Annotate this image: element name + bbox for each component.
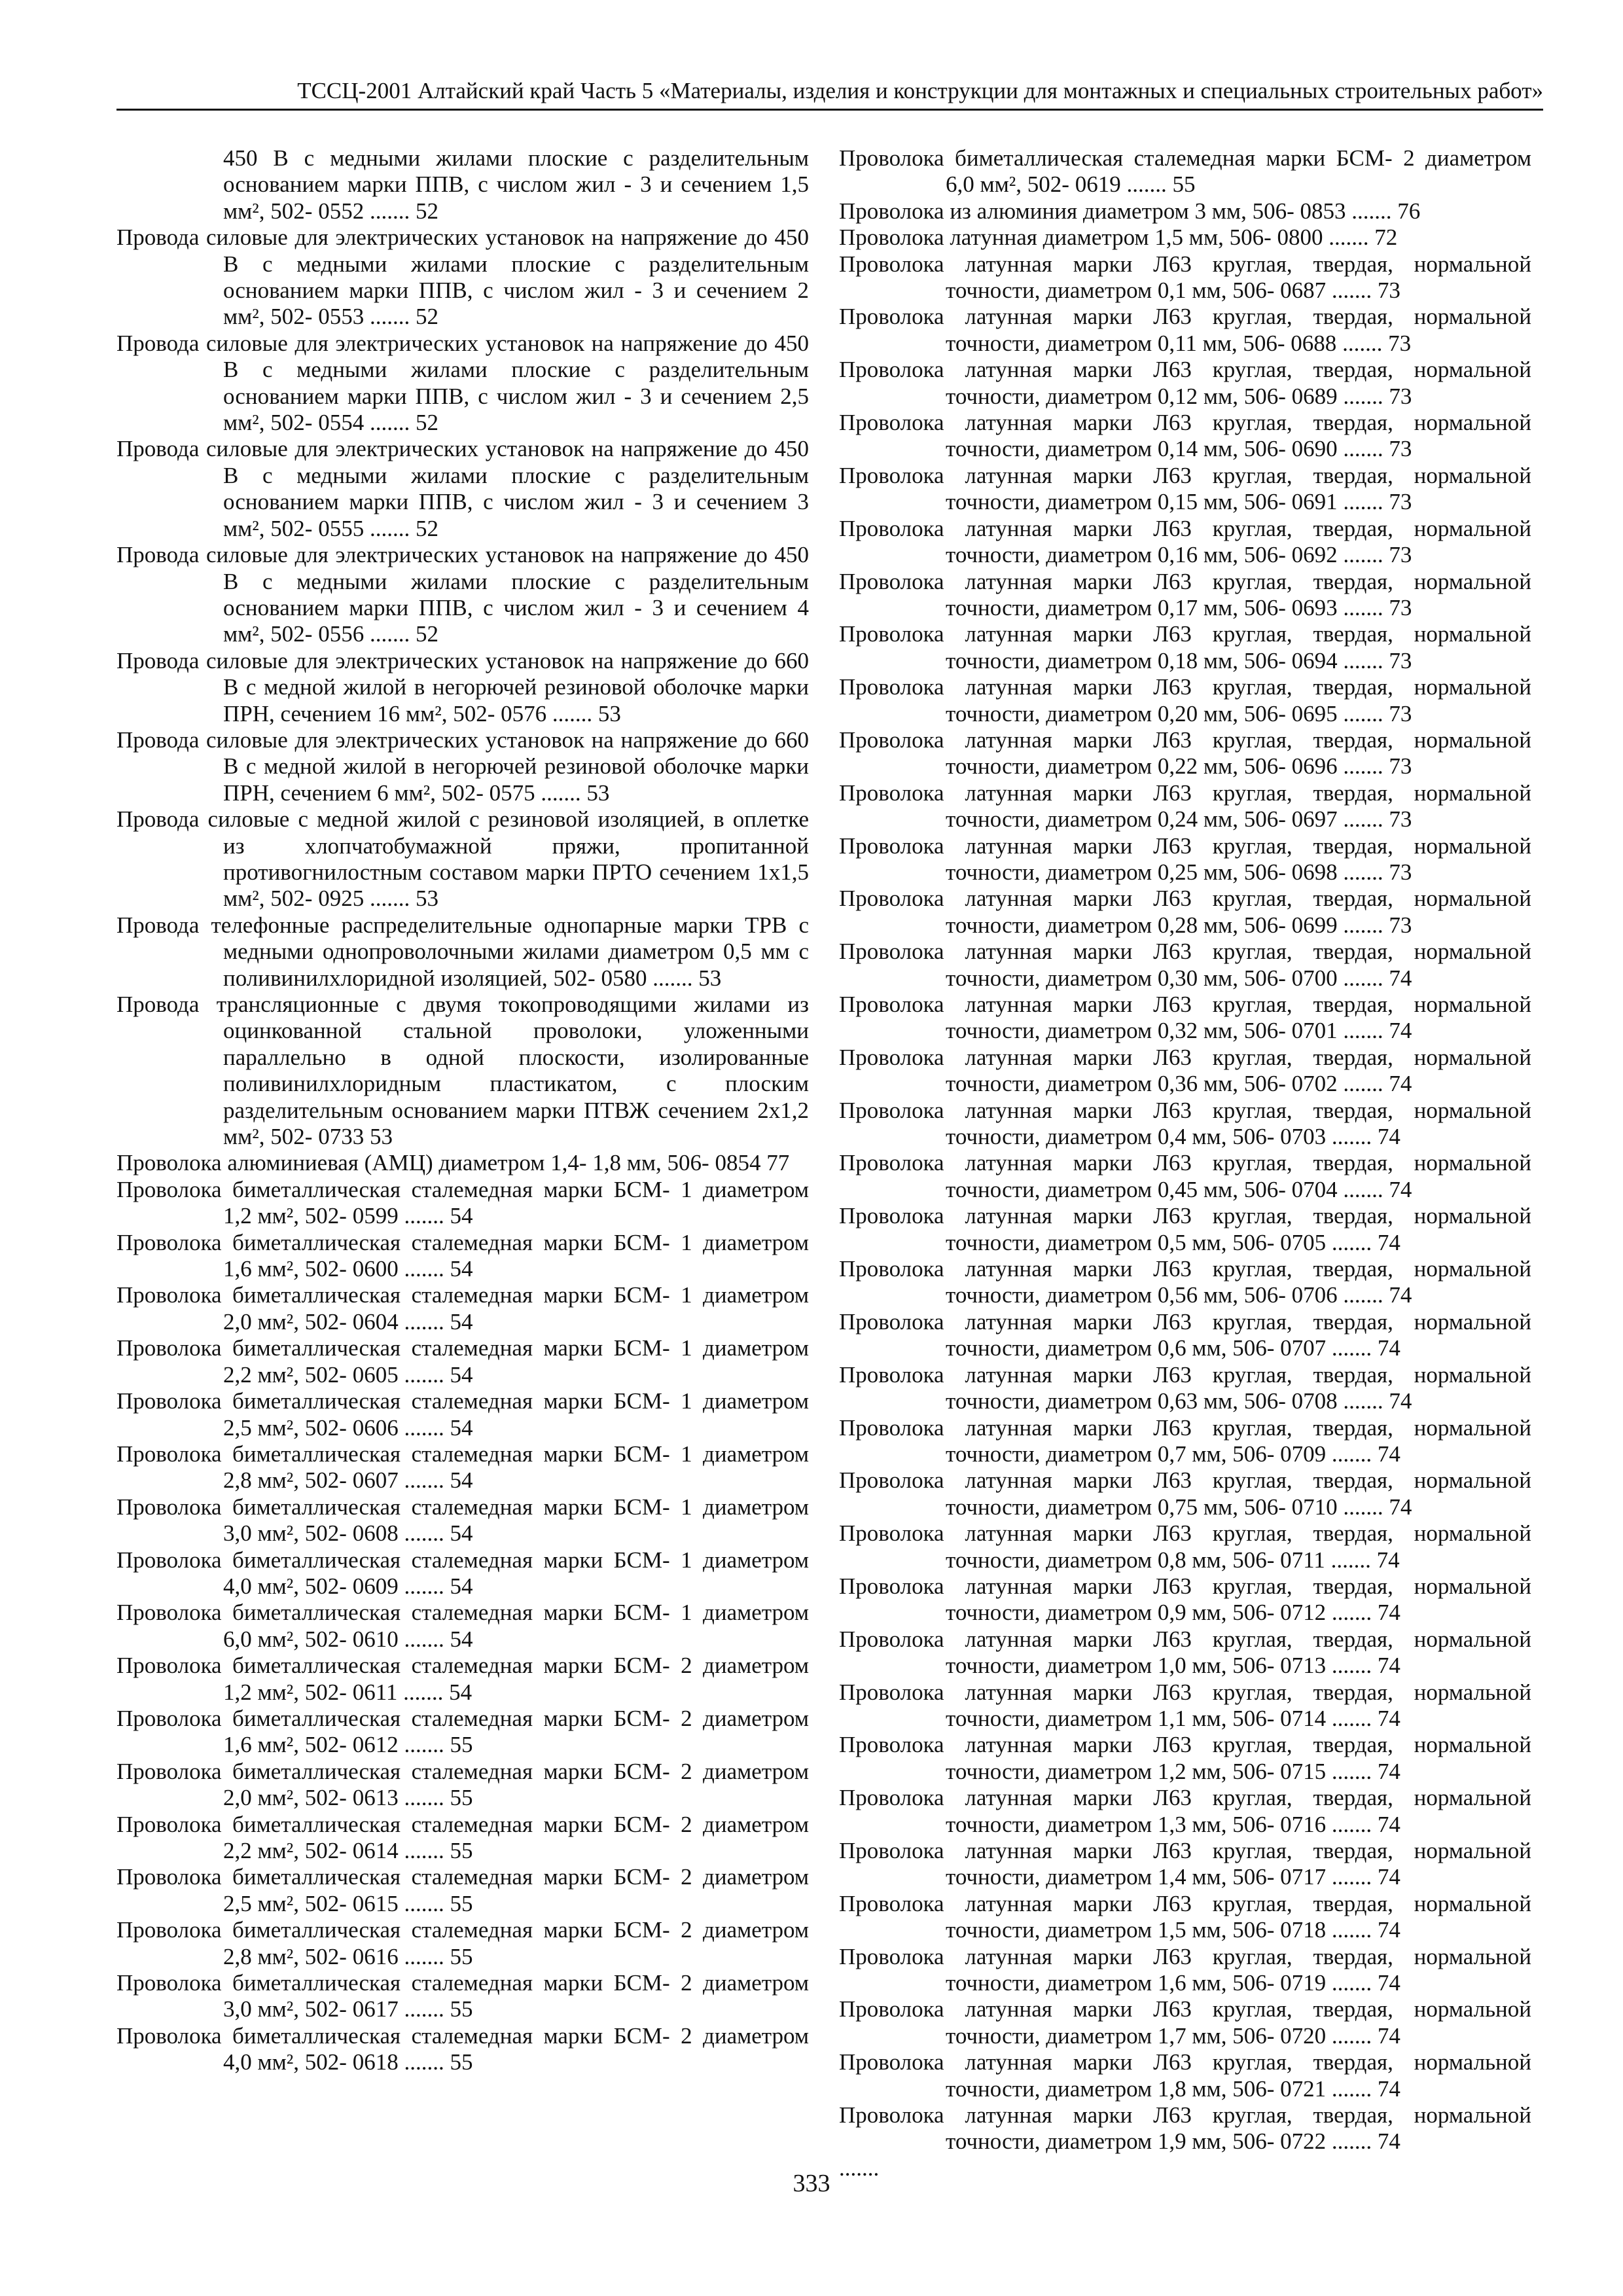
index-entry bbox=[839, 1203, 1531, 1256]
index-entry-text: Проволока латунная марки Л63 круглая, твердая, нормальной точности, диаметром 0,20 мм, 506- 0695 bbox=[839, 674, 1531, 726]
index-entry-page: 54 bbox=[450, 1308, 473, 1335]
dot-leader: ....... bbox=[369, 621, 410, 647]
index-entry bbox=[839, 1626, 1531, 1679]
index-entry bbox=[116, 1230, 809, 1283]
dot-leader: ....... bbox=[1343, 489, 1383, 515]
dot-leader: ....... bbox=[1343, 753, 1383, 780]
index-entry-page: 73 bbox=[1389, 594, 1412, 620]
dot-leader: ....... bbox=[404, 1203, 444, 1229]
dot-leader: ....... bbox=[404, 1732, 444, 1758]
dot-leader: ....... bbox=[1343, 383, 1383, 409]
index-entry-page: 55 bbox=[450, 1785, 473, 1811]
dot-leader: ....... bbox=[404, 1996, 444, 2022]
dot-leader: ....... bbox=[1343, 1494, 1383, 1520]
index-entry-text: Проволока биметаллическая сталемедная марки БСМ- 1 диаметром 2,5 мм², 502- 0606 bbox=[116, 1388, 809, 1441]
index-entry bbox=[839, 1309, 1531, 1362]
index-entry-page: 74 bbox=[1377, 2075, 1400, 2102]
index-entry-page: 74 bbox=[1389, 1018, 1412, 1044]
dot-leader: ....... bbox=[1343, 912, 1383, 938]
index-entry-page: 54 bbox=[449, 1679, 473, 1705]
index-entry-text: Проволока биметаллическая сталемедная марки БСМ- 1 диаметром 3,0 мм², 502- 0608 bbox=[116, 1494, 809, 1547]
dot-leader: ....... bbox=[1331, 1758, 1372, 1784]
index-entry bbox=[839, 1520, 1531, 1573]
index-entry-text: Проволока латунная марки Л63 круглая, твердая, нормальной точности, диаметром 0,45 мм, 506- 0704 bbox=[839, 1150, 1531, 1202]
index-entry-page: 55 bbox=[450, 1838, 473, 1863]
index-entry bbox=[839, 833, 1531, 886]
index-entry-page: 54 bbox=[450, 1520, 473, 1547]
index-entry-page: 54 bbox=[450, 1626, 473, 1652]
dot-leader: ....... bbox=[404, 1785, 444, 1811]
index-entry-text: Проволока биметаллическая сталемедная марки БСМ- 2 диаметром 1,6 мм², 502- 0612 bbox=[116, 1705, 809, 1758]
index-entry-page: 74 bbox=[1389, 965, 1412, 991]
dot-leader: ....... bbox=[1343, 436, 1383, 462]
index-entry bbox=[839, 1045, 1531, 1098]
index-entry-text: Проволока латунная марки Л63 круглая, твердая, нормальной точности, диаметром 1,5 мм, 506- 0718 bbox=[839, 1890, 1531, 1943]
index-entry-text: Проволока латунная марки Л63 круглая, твердая, нормальной точности, диаметром 1,6 мм, 506- 0719 bbox=[839, 1943, 1531, 1996]
dot-leader: ....... bbox=[404, 1414, 444, 1441]
index-entry bbox=[116, 145, 809, 224]
dot-leader: ....... bbox=[404, 1308, 444, 1335]
index-entry-page: 53 bbox=[415, 886, 438, 912]
dot-leader: ....... bbox=[1331, 1335, 1372, 1361]
index-column-left bbox=[116, 145, 809, 2076]
index-entry bbox=[116, 992, 809, 1150]
index-entry-text: Проволока биметаллическая сталемедная марки БСМ- 2 диаметром 2,5 мм², 502- 0615 bbox=[116, 1864, 809, 1916]
dot-leader: ....... bbox=[1343, 1282, 1383, 1308]
index-entry bbox=[839, 1150, 1531, 1203]
index-entry bbox=[116, 1335, 809, 1388]
index-entry-text: Проволока биметаллическая сталемедная марки БСМ- 2 диаметром 4,0 мм², 502- 0618 bbox=[116, 2022, 809, 2075]
running-header bbox=[116, 77, 1543, 111]
index-entry-page: 55 bbox=[450, 1943, 473, 1969]
index-entry-page: 74 bbox=[1377, 1758, 1400, 1784]
dot-leader: ....... bbox=[1343, 1018, 1383, 1044]
index-entry-page: 52 bbox=[415, 515, 438, 541]
index-entry-text: Проволока биметаллическая сталемедная марки БСМ- 1 диаметром 2,2 мм², 502- 0605 bbox=[116, 1335, 809, 1388]
index-entry-text: Проволока биметаллическая сталемедная марки БСМ- 2 диаметром 6,0 мм², 502- 0619 bbox=[839, 145, 1531, 198]
index-entry-page: 55 bbox=[1172, 171, 1196, 198]
index-entry-page: 55 bbox=[450, 1732, 473, 1758]
index-entry-page: 73 bbox=[1389, 912, 1412, 938]
index-entry bbox=[839, 516, 1531, 569]
index-entry-page: 73 bbox=[1377, 278, 1400, 304]
dot-leader: ....... bbox=[1331, 1864, 1372, 1890]
index-entry-page: 74 bbox=[1389, 1494, 1412, 1520]
index-entry-page: 54 bbox=[450, 1573, 473, 1599]
index-entry bbox=[116, 331, 809, 437]
index-entry bbox=[839, 1256, 1531, 1309]
index-entry-text: Проволока латунная марки Л63 круглая, твердая, нормальной точности, диаметром 0,28 мм, 506- 0699 bbox=[839, 886, 1531, 938]
index-entry-text: Проволока биметаллическая сталемедная марки БСМ- 1 диаметром 2,8 мм², 502- 0607 bbox=[116, 1441, 809, 1494]
index-entry bbox=[116, 806, 809, 912]
dot-leader: ....... bbox=[1351, 198, 1392, 224]
index-entry bbox=[116, 1653, 809, 1706]
index-entry bbox=[839, 1098, 1531, 1151]
index-entry-page: 73 bbox=[1388, 330, 1412, 356]
index-entry-text: Проволока из алюминия диаметром 3 мм, 506- 0853 bbox=[839, 198, 1346, 224]
dot-leader: ....... bbox=[1343, 594, 1383, 620]
index-entry bbox=[116, 1282, 809, 1335]
index-entry-page: 74 bbox=[1377, 1124, 1400, 1150]
index-entry-text: Проволока латунная марки Л63 круглая, твердая, нормальной точности, диаметром 0,4 мм, 506- 0703 bbox=[839, 1097, 1531, 1150]
dot-leader: ....... bbox=[1343, 965, 1383, 991]
index-entry-page: 74 bbox=[1377, 1917, 1400, 1943]
index-entry bbox=[839, 1573, 1531, 1626]
index-entry-text: Проволока биметаллическая сталемедная марки БСМ- 1 диаметром 2,0 мм², 502- 0604 bbox=[116, 1282, 809, 1335]
dot-leader: ....... bbox=[1331, 1653, 1372, 1679]
index-entry bbox=[839, 1415, 1531, 1468]
index-entry-text: Проволока латунная марки Л63 круглая, твердая, нормальной точности, диаметром 0,22 мм, 506- 0696 bbox=[839, 726, 1531, 780]
index-entry-page: 74 bbox=[1377, 1811, 1400, 1837]
index-entry-page: 54 bbox=[450, 1361, 473, 1388]
dot-leader: ....... bbox=[404, 2049, 444, 2075]
index-entry bbox=[116, 436, 809, 542]
index-entry-page: 55 bbox=[450, 2049, 473, 2075]
index-entry-page: 54 bbox=[450, 1414, 473, 1441]
index-entry-text: Проволока латунная марки Л63 круглая, твердая, нормальной точности, диаметром 0,11 мм, 506- 0688 bbox=[839, 304, 1531, 356]
index-entry-page: 55 bbox=[450, 1890, 473, 1916]
index-entry bbox=[839, 1891, 1531, 1944]
page-number bbox=[0, 2169, 1623, 2198]
index-entry-page: 52 bbox=[415, 410, 438, 436]
dot-leader: ....... bbox=[839, 2155, 880, 2181]
index-entry bbox=[839, 410, 1531, 463]
index-entry bbox=[116, 1177, 809, 1230]
index-entry-text: Проволока латунная марки Л63 круглая, твердая, нормальной точности, диаметром 0,32 мм, 506- 0701 bbox=[839, 992, 1531, 1044]
index-entry bbox=[839, 1996, 1531, 2049]
index-entry-text: Проволока латунная марки Л63 круглая, твердая, нормальной точности, диаметром 0,8 мм, 506- 0711 bbox=[839, 1520, 1531, 1573]
dot-leader: ....... bbox=[1331, 1811, 1372, 1837]
dot-leader: ....... bbox=[1331, 2128, 1372, 2155]
index-entry-text: Проволока латунная марки Л63 круглая, твердая, нормальной точности, диаметром 0,36 мм, 506- 0702 bbox=[839, 1044, 1531, 1097]
dot-leader: ....... bbox=[1331, 278, 1372, 304]
index-entry-page: 73 bbox=[1389, 542, 1412, 568]
index-entry bbox=[839, 1944, 1531, 1997]
index-entry-page: 74 bbox=[1389, 1282, 1412, 1308]
index-entry-page: 73 bbox=[1389, 806, 1412, 833]
dot-leader: ....... bbox=[1343, 700, 1383, 726]
index-entry-page: 54 bbox=[450, 1467, 473, 1494]
index-entry bbox=[839, 357, 1531, 410]
index-entry-page: 72 bbox=[1374, 224, 1398, 251]
index-entry-page: 74 bbox=[1377, 2022, 1400, 2049]
page-number-value: 333 bbox=[793, 2170, 830, 2197]
index-entry-text: Проволока латунная марки Л63 круглая, твердая, нормальной точности, диаметром 0,75 мм, 506- 0710 bbox=[839, 1467, 1531, 1520]
dot-leader: ....... bbox=[403, 1679, 444, 1705]
dot-leader: ....... bbox=[1331, 1124, 1372, 1150]
index-entry-text: Проволока латунная марки Л63 круглая, твердая, нормальной точности, диаметром 0,56 мм, 506- 0706 bbox=[839, 1256, 1531, 1308]
index-entry-text: Провода трансляционные с двумя токопроводящими жилами из оцинкованной стальной проволоки, уложенными параллельно в одной плоскости, изолированные поливинилхлоридным пластикатом, с плоским разделительным основанием марки ПТВЖ сечением 2х1,2 мм², 502- 0733 53 bbox=[116, 992, 809, 1150]
index-entry-page: 73 bbox=[1389, 647, 1412, 673]
index-entry bbox=[839, 1679, 1531, 1732]
index-entry-page: 74 bbox=[1377, 1600, 1400, 1626]
index-entry bbox=[116, 1970, 809, 2023]
index-entry-text: Проволока биметаллическая сталемедная марки БСМ- 2 диаметром 2,0 мм², 502- 0613 bbox=[116, 1758, 809, 1811]
index-entry-text: Проволока латунная марки Л63 круглая, твердая, нормальной точности, диаметром 0,5 мм, 506- 0705 bbox=[839, 1203, 1531, 1255]
index-entry bbox=[839, 198, 1531, 224]
index-entry bbox=[839, 780, 1531, 833]
index-entry-page: 54 bbox=[450, 1203, 473, 1229]
dot-leader: ....... bbox=[1343, 1071, 1383, 1097]
index-entry-page: 55 bbox=[450, 1996, 473, 2022]
index-entry-page: 53 bbox=[597, 700, 621, 726]
index-entry-page: 54 bbox=[450, 1256, 473, 1282]
index-entry bbox=[839, 1785, 1531, 1838]
dot-leader: ....... bbox=[1343, 1176, 1383, 1202]
dot-leader: ....... bbox=[404, 1890, 444, 1916]
index-entry-text: Проволока латунная марки Л63 круглая, твердая, нормальной точности, диаметром 0,63 мм, 506- 0708 bbox=[839, 1361, 1531, 1414]
index-entry bbox=[116, 2023, 809, 2076]
index-entry-text: Проволока латунная марки Л63 круглая, твердая, нормальной точности, диаметром 0,14 мм, 506- 0690 bbox=[839, 410, 1531, 462]
index-entry bbox=[839, 621, 1531, 674]
dot-leader: ....... bbox=[404, 1573, 444, 1599]
dot-leader: ....... bbox=[1331, 1441, 1372, 1467]
index-entry-text: Проволока биметаллическая сталемедная марки БСМ- 1 диаметром 6,0 мм², 502- 0610 bbox=[116, 1600, 809, 1652]
dot-leader: ....... bbox=[369, 198, 410, 224]
index-entry-page: 74 bbox=[1377, 1653, 1400, 1679]
index-entry bbox=[839, 2049, 1531, 2102]
index-entry-text: Проволока латунная марки Л63 круглая, твердая, нормальной точности, диаметром 0,1 мм, 506- 0687 bbox=[839, 251, 1531, 304]
dot-leader: ....... bbox=[404, 1838, 444, 1863]
index-entry-text: Провода силовые для электрических установок на напряжение до 660 В с медной жилой в негорючей резиновой оболочке марки ПРН, сечением 6 мм², 502- 0575 bbox=[116, 726, 809, 806]
index-entry-text: Проволока латунная марки Л63 круглая, твердая, нормальной точности, диаметром 0,18 мм, 506- 0694 bbox=[839, 621, 1531, 673]
dot-leader: ....... bbox=[1331, 2075, 1372, 2102]
index-entry bbox=[116, 542, 809, 648]
dot-leader: ....... bbox=[1126, 171, 1167, 198]
index-entry-text: Провода силовые для электрических установок на напряжение до 450 В с медными жилами плоские с разделительным основанием марки ППВ, с числом жил - 3 и сечением 2 мм², 502- 0553 bbox=[116, 224, 809, 330]
index-entry bbox=[839, 727, 1531, 780]
index-entry-page: 76 bbox=[1397, 198, 1421, 224]
index-entry bbox=[839, 2102, 1531, 2155]
dot-leader: ....... bbox=[552, 700, 593, 726]
index-entry-page: 74 bbox=[1377, 1705, 1400, 1731]
index-entry-page: 52 bbox=[415, 621, 438, 647]
index-entry-text: Провода силовые для электрических установок на напряжение до 450 В с медными жилами плоские с разделительным основанием марки ППВ, с числом жил - 3 и сечением 3 мм², 502- 0555 bbox=[116, 436, 809, 541]
dot-leader: ....... bbox=[1343, 542, 1383, 568]
index-entry-page: 74 bbox=[1389, 1388, 1412, 1414]
dot-leader: ....... bbox=[404, 1626, 444, 1652]
running-header-title: ТССЦ-2001 Алтайский край Часть 5 «Материалы, изделия и конструкции для монтажных и специальных строительных работ» bbox=[297, 78, 1543, 103]
index-entry-text: Провода силовые для электрических установок на напряжение до 450 В с медными жилами плоские с разделительным основанием марки ППВ, с числом жил - 3 и сечением 4 мм², 502- 0556 bbox=[116, 542, 809, 647]
index-entry-text: Проволока латунная марки Л63 круглая, твердая, нормальной точности, диаметром 0,12 мм, 506- 0689 bbox=[839, 357, 1531, 409]
dot-leader: ....... bbox=[1343, 859, 1383, 885]
index-entry-text: Проволока латунная марки Л63 круглая, твердая, нормальной точности, диаметром 0,15 мм, 506- 0691 bbox=[839, 462, 1531, 515]
index-entry bbox=[839, 569, 1531, 622]
index-entry-page: 74 bbox=[1377, 1864, 1400, 1890]
index-entry-text: Проволока латунная марки Л63 круглая, твердая, нормальной точности, диаметром 1,4 мм, 506- 0717 bbox=[839, 1838, 1531, 1890]
index-entry-text: Проволока биметаллическая сталемедная марки БСМ- 2 диаметром 2,8 мм², 502- 0616 bbox=[116, 1917, 809, 1969]
index-entry-text: Проволока биметаллическая сталемедная марки БСМ- 2 диаметром 1,2 мм², 502- 0611 bbox=[116, 1653, 809, 1705]
index-entry-page: 74 bbox=[1377, 1335, 1400, 1361]
index-entry-text: Проволока алюминиевая (АМЦ) диаметром 1,4- 1,8 мм, 506- 0854 77 bbox=[116, 1150, 790, 1176]
dot-leader: ....... bbox=[1331, 1970, 1372, 1996]
index-entry bbox=[839, 224, 1531, 251]
dot-leader: ....... bbox=[404, 1520, 444, 1547]
index-entry-text: Проволока латунная марки Л63 круглая, твердая, нормальной точности, диаметром 0,25 мм, 506- 0698 bbox=[839, 833, 1531, 885]
index-entry-text: Проволока латунная диаметром 1,5 мм, 506- 0800 bbox=[839, 224, 1323, 251]
index-entry bbox=[116, 1600, 809, 1653]
index-entry bbox=[116, 727, 809, 806]
index-entry bbox=[839, 674, 1531, 727]
dot-leader: ....... bbox=[404, 1256, 444, 1282]
index-entry bbox=[116, 1441, 809, 1494]
index-entry-page: 73 bbox=[1389, 859, 1412, 885]
index-entry bbox=[839, 1732, 1531, 1785]
index-entry-text: Проволока биметаллическая сталемедная марки БСМ- 2 диаметром 3,0 мм², 502- 0617 bbox=[116, 1970, 809, 2022]
index-entry-text: Проволока латунная марки Л63 круглая, твердая, нормальной точности, диаметром 1,0 мм, 506- 0713 bbox=[839, 1626, 1531, 1679]
index-entry-text: Проволока биметаллическая сталемедная марки БСМ- 2 диаметром 2,2 мм², 502- 0614 bbox=[116, 1811, 809, 1863]
index-entry-text: Проволока биметаллическая сталемедная марки БСМ- 1 диаметром 1,2 мм², 502- 0599 bbox=[116, 1176, 809, 1229]
index-entry-text: Проволока латунная марки Л63 круглая, твердая, нормальной точности, диаметром 0,16 мм, 506- 0692 bbox=[839, 515, 1531, 568]
dot-leader: ....... bbox=[1343, 647, 1383, 673]
index-entry-text: Проволока латунная марки Л63 круглая, твердая, нормальной точности, диаметром 0,6 мм, 506- 0707 bbox=[839, 1308, 1531, 1361]
index-entry bbox=[116, 1706, 809, 1759]
index-entry-page: 74 bbox=[1389, 1176, 1412, 1202]
index-entry-text: Проволока биметаллическая сталемедная марки БСМ- 1 диаметром 4,0 мм², 502- 0609 bbox=[116, 1547, 809, 1599]
dot-leader: ....... bbox=[652, 965, 693, 991]
index-entry-text: Провода силовые с медной жилой с резиновой изоляцией, в оплетке из хлопчатобумажной пряжи, пропитанной противогнилостным составом марки ПРТО сечением 1х1,5 мм², 502- 0925 bbox=[116, 806, 809, 912]
index-entry-text: Провода силовые для электрических установок на напряжение до 450 В с медными жилами плоские с разделительным основанием марки ППВ, с числом жил - 3 и сечением 2,5 мм², 502- 0554 bbox=[116, 330, 809, 436]
dot-leader: ....... bbox=[369, 304, 410, 330]
index-entry-text: Проволока латунная марки Л63 круглая, твердая, нормальной точности, диаметром 1,8 мм, 506- 0721 bbox=[839, 2049, 1531, 2102]
index-entry-text: Проволока латунная марки Л63 круглая, твердая, нормальной точности, диаметром 0,7 мм, 506- 0709 bbox=[839, 1414, 1531, 1467]
index-entry-text: Проволока латунная марки Л63 круглая, твердая, нормальной точности, диаметром 1,3 мм, 506- 0716 bbox=[839, 1785, 1531, 1837]
dot-leader: ....... bbox=[369, 410, 410, 436]
index-entry-text: Провода силовые для электрических установок на напряжение до 660 В с медной жилой в негорючей резиновой оболочке марки ПРН, сечением 16 мм², 502- 0576 bbox=[116, 647, 809, 726]
index-entry bbox=[116, 1547, 809, 1600]
dot-leader: ....... bbox=[1331, 2022, 1372, 2049]
index-entry-page: 73 bbox=[1389, 489, 1412, 515]
index-entry-text: Проволока латунная марки Л63 круглая, твердая, нормальной точности, диаметром 1,2 мм, 506- 0715 bbox=[839, 1732, 1531, 1784]
index-entry-text: Проволока латунная марки Л63 круглая, твердая, нормальной точности, диаметром 1,1 мм, 506- 0714 bbox=[839, 1679, 1531, 1731]
index-entry bbox=[839, 1467, 1531, 1520]
dot-leader: ....... bbox=[541, 780, 581, 806]
dot-leader: ....... bbox=[1329, 224, 1369, 251]
index-entry-page: 74 bbox=[1389, 1071, 1412, 1097]
index-entry bbox=[839, 1838, 1531, 1891]
dot-leader: ....... bbox=[369, 515, 410, 541]
dot-leader: ....... bbox=[404, 1943, 444, 1969]
index-entry bbox=[839, 886, 1531, 939]
dot-leader: ....... bbox=[1331, 1229, 1372, 1255]
index-entry-page: 53 bbox=[586, 780, 610, 806]
dot-leader: ....... bbox=[369, 886, 410, 912]
index-entry-page: 52 bbox=[415, 198, 438, 224]
index-entry bbox=[116, 1388, 809, 1441]
index-entry bbox=[116, 1150, 809, 1176]
index-entry bbox=[839, 463, 1531, 516]
dot-leader: ....... bbox=[1331, 1917, 1372, 1943]
index-entry-text: Проволока латунная марки Л63 круглая, твердая, нормальной точности, диаметром 1,9 мм, 506- 0722 bbox=[839, 2102, 1531, 2155]
index-entry-page: 53 bbox=[698, 965, 722, 991]
index-entry-text: 450 В с медными жилами плоские с разделительным основанием марки ППВ, с числом жил - 3 и сечением 1,5 мм², 502- 0552 bbox=[223, 145, 809, 224]
index-entry bbox=[839, 992, 1531, 1045]
index-entry-page: 74 bbox=[1377, 1229, 1400, 1255]
index-column-right bbox=[839, 145, 1531, 2181]
index-entry bbox=[116, 1759, 809, 1812]
index-entry-page: 74 bbox=[1377, 1441, 1400, 1467]
index-entry-text: Проволока латунная марки Л63 круглая, твердая, нормальной точности, диаметром 0,30 мм, 506- 0700 bbox=[839, 939, 1531, 991]
index-entry bbox=[116, 912, 809, 992]
index-entry bbox=[839, 1362, 1531, 1415]
index-entry-page: 73 bbox=[1389, 753, 1412, 780]
index-entry-page: 73 bbox=[1389, 383, 1412, 409]
index-entry-text: Проволока латунная марки Л63 круглая, твердая, нормальной точности, диаметром 0,17 мм, 506- 0693 bbox=[839, 568, 1531, 620]
index-entry bbox=[116, 648, 809, 727]
index-entry bbox=[116, 1812, 809, 1865]
index-entry-text: Проволока латунная марки Л63 круглая, твердая, нормальной точности, диаметром 0,24 мм, 506- 0697 bbox=[839, 780, 1531, 833]
index-entry bbox=[839, 251, 1531, 304]
index-entry-page: 73 bbox=[1389, 700, 1412, 726]
index-entry bbox=[839, 939, 1531, 992]
dot-leader: ....... bbox=[1343, 1388, 1383, 1414]
index-entry bbox=[116, 1917, 809, 1970]
index-entry bbox=[839, 145, 1531, 198]
dot-leader: ....... bbox=[1343, 806, 1383, 833]
dot-leader: ....... bbox=[404, 1467, 444, 1494]
index-entry bbox=[116, 1494, 809, 1547]
index-entry bbox=[116, 224, 809, 331]
index-entry-page: 74 bbox=[1376, 1547, 1400, 1573]
index-entry-page: 52 bbox=[415, 304, 438, 330]
index-entry-text: Проволока латунная марки Л63 круглая, твердая, нормальной точности, диаметром 1,7 мм, 506- 0720 bbox=[839, 1996, 1531, 2049]
dot-leader: ....... bbox=[1330, 1547, 1371, 1573]
index-entry-text: Провода телефонные распределительные однопарные марки ТРВ с медными однопроволочными жилами диаметром 0,5 мм с поливинилхлоридной изоляцией, 502- 0580 bbox=[116, 912, 809, 991]
index-entry-page: 73 bbox=[1389, 436, 1412, 462]
index-entry-page: 74 bbox=[1377, 1970, 1400, 1996]
dot-leader: ....... bbox=[1342, 330, 1383, 356]
dot-leader: ....... bbox=[404, 1361, 444, 1388]
index-entry-text: Проволока латунная марки Л63 круглая, твердая, нормальной точности, диаметром 0,9 мм, 506- 0712 bbox=[839, 1573, 1531, 1626]
index-entry bbox=[116, 1864, 809, 1917]
index-entry-page: 74 bbox=[1377, 2128, 1400, 2155]
dot-leader: ....... bbox=[1331, 1705, 1372, 1731]
dot-leader: ....... bbox=[1331, 1600, 1372, 1626]
index-entry-text: Проволока биметаллическая сталемедная марки БСМ- 1 диаметром 1,6 мм², 502- 0600 bbox=[116, 1229, 809, 1282]
index-entry bbox=[839, 304, 1531, 357]
